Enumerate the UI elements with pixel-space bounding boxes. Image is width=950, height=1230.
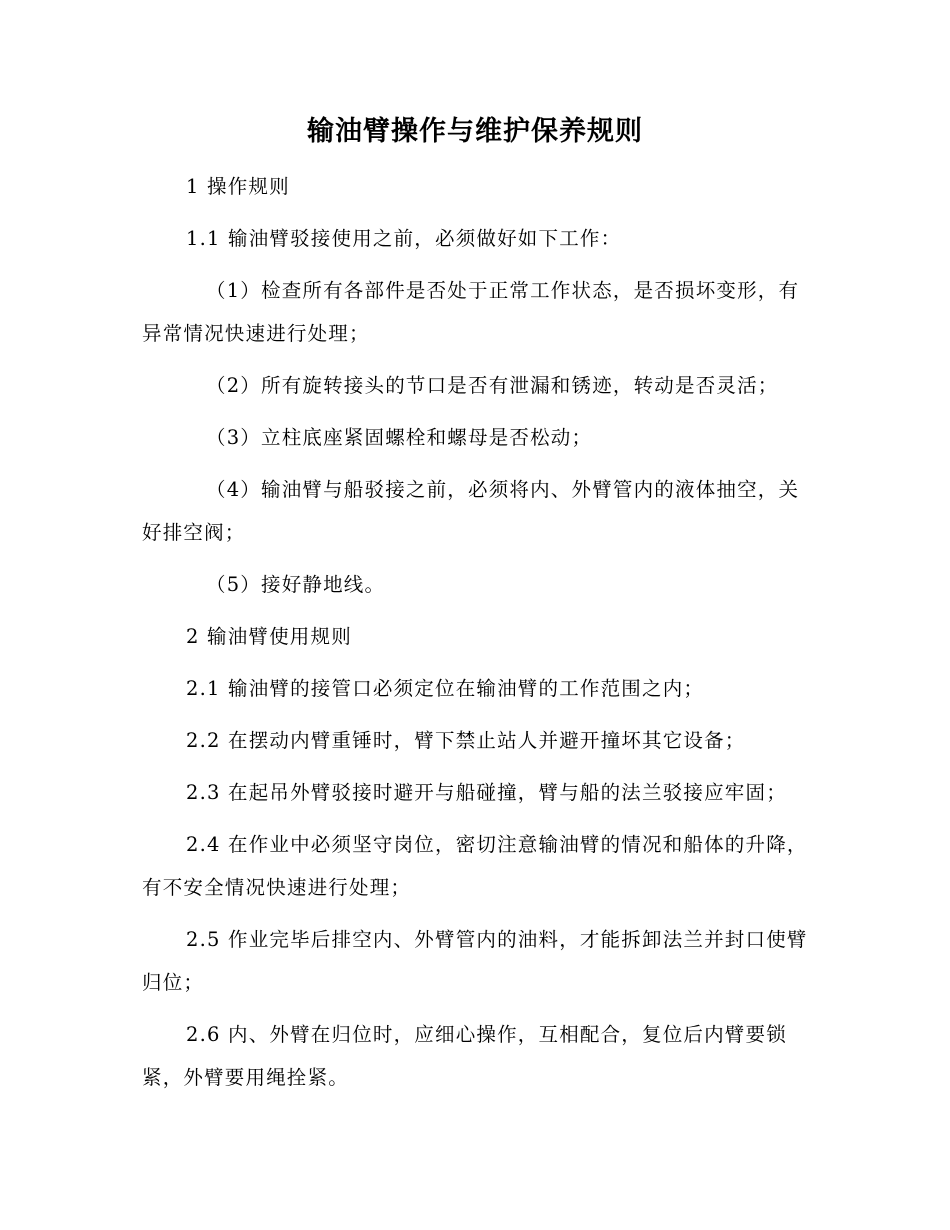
paragraph-1-1-item-3: （3）立柱底座紧固螺栓和螺母是否松动；	[206, 426, 593, 449]
paragraph-1-1-item-1: （1）检查所有各部件是否处于正常工作状态，是否损坏变形，有异常情况快速进行处理；	[142, 279, 800, 345]
paragraph-1-1-item-5: （5）接好静地线。	[206, 573, 386, 596]
paragraph-section-1-heading: 1 操作规则	[186, 175, 290, 198]
document-body	[142, 165, 812, 1099]
paragraph-2-1: 2.1 输油臂的接管口必须定位在输油臂的工作范围之内；	[186, 677, 705, 700]
paragraph-section-2-heading: 2 输油臂使用规则	[186, 625, 352, 648]
document-title: 输油臂操作与维护保养规则	[307, 116, 643, 147]
paragraph-2-2: 2.2 在摆动内臂重锤时，臂下禁止站人并避开撞坏其它设备；	[186, 729, 746, 752]
paragraph-2-4: 2.4 在作业中必须坚守岗位，密切注意输油臂的情况和船体的升降，有不安全情况快速进行处理；	[142, 833, 808, 899]
paragraph-2-6: 2.6 内、外臂在归位时，应细心操作，互相配合，复位后内臂要锁紧，外臂要用绳拴紧。	[142, 1023, 787, 1089]
paragraph-2-5: 2.5 作业完毕后排空内、外臂管内的油料，才能拆卸法兰并封口使臂归位；	[142, 928, 808, 994]
paragraph-2-3: 2.3 在起吊外臂驳接时避开与船碰撞，臂与船的法兰驳接应牢固；	[186, 781, 787, 804]
paragraph-1-1-item-4: （4）输油臂与船驳接之前，必须将内、外臂管内的液体抽空，关好排空阀；	[142, 478, 800, 544]
paragraph-1-1: 1.1 输油臂驳接使用之前，必须做好如下工作：	[186, 227, 622, 250]
paragraph-1-1-item-2: （2）所有旋转接头的节口是否有泄漏和锈迹，转动是否灵活；	[206, 374, 779, 397]
